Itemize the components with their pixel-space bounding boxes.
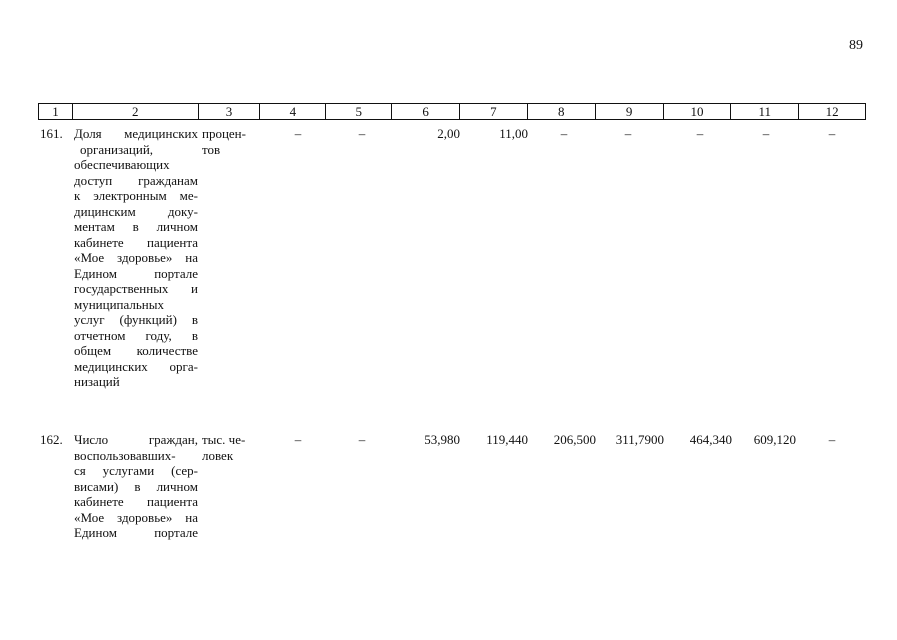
value-cell: – [294, 126, 302, 141]
name-line: висами) в личном [74, 478, 198, 494]
header-cell: 4 [260, 104, 326, 119]
header-cell: 6 [392, 104, 460, 119]
indicator-name [74, 432, 198, 541]
value-cell: – [358, 432, 366, 447]
value-cell: 2,00 [437, 126, 460, 141]
unit [202, 126, 260, 157]
value-cell: 464,340 [689, 432, 732, 447]
name-line: «Мое здоровье» на [74, 250, 198, 265]
name-line: кабинете пациента [74, 234, 198, 250]
value-cell: – [624, 126, 632, 141]
header-cell: 1 [39, 104, 73, 119]
unit-line: процен- [202, 126, 246, 141]
name-line: Едином портале [74, 265, 198, 281]
name-line: «Мое здоровье» на [74, 509, 198, 525]
name-line: воспользовавших- [74, 447, 176, 463]
name-line: организаций, [80, 141, 154, 157]
indicator-name [74, 126, 198, 390]
header-cell: 8 [528, 104, 596, 119]
name-line: обеспечивающих [74, 157, 170, 172]
unit-line: ловек [202, 447, 234, 463]
name-line: к электронным ме- [74, 188, 198, 203]
name-line: ся услугами (сер- [74, 463, 198, 478]
row-number: 162. [40, 432, 63, 447]
page-number: 89 [849, 38, 863, 53]
row-number: 161. [40, 126, 63, 141]
value-cell: 311,7900 [615, 432, 664, 447]
name-line: Число граждан, [74, 432, 198, 447]
value-cell: 119,440 [486, 432, 528, 447]
value-cell: – [828, 432, 836, 447]
header-cell: 5 [326, 104, 392, 119]
value-cell: – [696, 126, 704, 141]
value-cell: 11,00 [499, 126, 528, 141]
unit [202, 432, 260, 463]
header-cell: 2 [73, 104, 199, 119]
value-cell: 206,500 [553, 432, 596, 447]
value-cell: 53,980 [424, 432, 460, 447]
header-cell: 7 [460, 104, 528, 119]
name-line: кабинете пациента [74, 494, 198, 509]
header-cell: 9 [596, 104, 664, 119]
name-line: отчетном году, в [74, 327, 198, 343]
name-line: медицинских орга- [74, 358, 198, 374]
name-line: Едином портале [74, 525, 198, 540]
value-cell: – [294, 432, 302, 447]
name-line: общем количестве [74, 343, 198, 358]
name-line: ментам в личном [74, 219, 198, 234]
name-line: доступ гражданам [74, 172, 198, 188]
name-line: государственных и [74, 281, 198, 296]
header-cell: 10 [664, 104, 732, 119]
name-line: Доля медицинских [74, 126, 198, 141]
value-cell: – [358, 126, 366, 141]
name-line: дицинским доку- [74, 203, 198, 219]
value-cell: 609,120 [753, 432, 796, 447]
table-header [38, 103, 866, 120]
value-cell: – [762, 126, 770, 141]
value-cell: – [828, 126, 836, 141]
unit-line: тыс. че- [202, 432, 246, 447]
header-cell: 3 [199, 104, 261, 119]
header-cell: 12 [825, 104, 839, 119]
name-line: муниципальных [74, 296, 165, 312]
unit-line: тов [202, 141, 221, 157]
name-line: низаций [74, 374, 120, 389]
header-cell: 11 [731, 104, 799, 119]
value-cell: – [560, 126, 568, 141]
name-line: услуг (функций) в [74, 312, 198, 327]
